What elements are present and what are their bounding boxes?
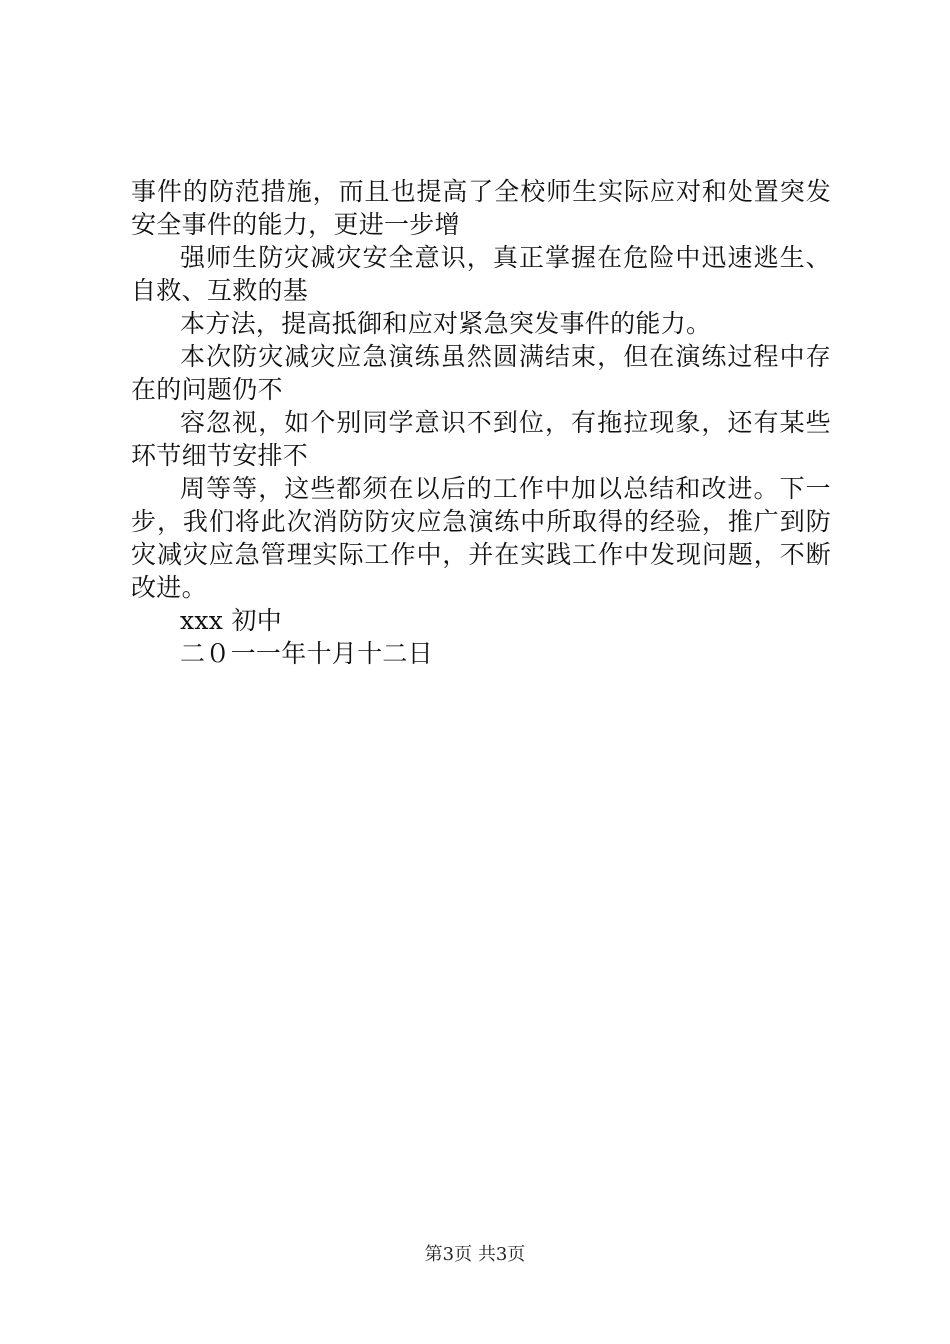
text-line: 在的问题仍不: [131, 375, 283, 404]
text-line: 容忽视，如个别同学意识不到位，有拖拉现象，还有某些: [180, 408, 831, 437]
text-line: 步，我们将此次消防防灾应急演练中所取得的经验，推广到防: [131, 507, 831, 536]
text-line: 本次防灾减灾应急演练虽然圆满结束，但在演练过程中存: [180, 342, 831, 371]
text-line: 灾减灾应急管理实际工作中，并在实践工作中发现问题，不断: [131, 540, 831, 569]
text-line: 本方法，提高抵御和应对紧急突发事件的能力。: [180, 309, 712, 338]
text-line: 自救、互救的基: [131, 276, 309, 305]
document-body: [131, 175, 831, 670]
page-footer: 第3页 共3页: [424, 1244, 526, 1265]
text-line: 改进。: [131, 573, 207, 602]
text-line: 强师生防灾减灾安全意识，真正掌握在危险中迅速逃生、: [180, 243, 831, 272]
text-line: 安全事件的能力，更进一步增: [131, 210, 460, 239]
signature-date: 二０一一年十月十二日: [180, 639, 434, 668]
text-line: 环节细节安排不: [131, 441, 309, 470]
text-line: 周等等，这些都须在以后的工作中加以总结和改进。下一: [180, 474, 831, 503]
text-line: 事件的防范措施，而且也提高了全校师生实际应对和处置突发: [131, 177, 831, 206]
signature-organization: xxx 初中: [180, 606, 283, 635]
